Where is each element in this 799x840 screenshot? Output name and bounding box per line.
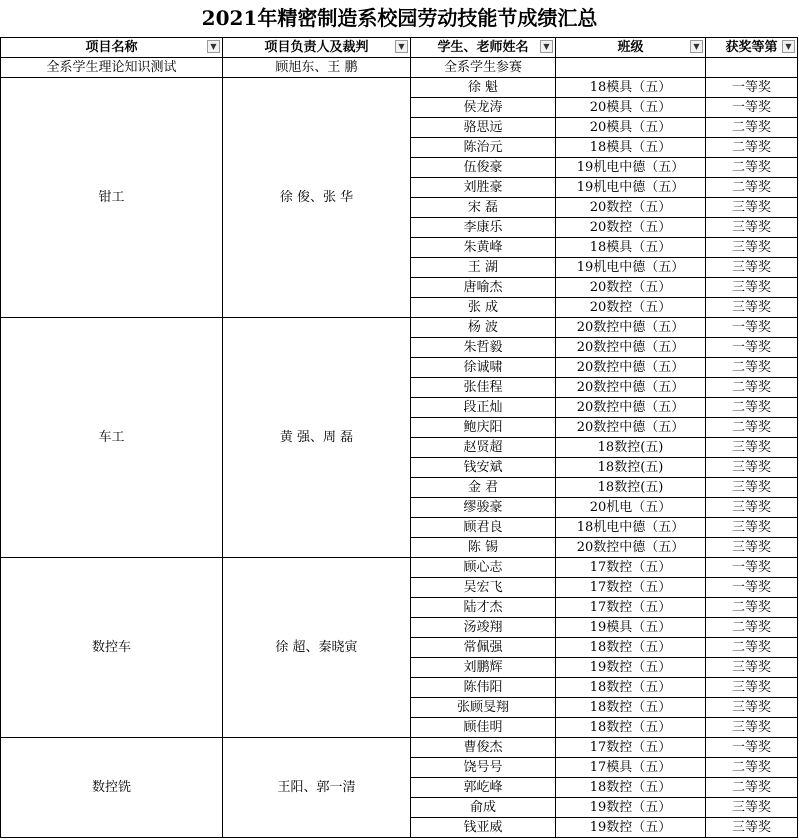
award-cell[interactable]: 一等奖	[706, 738, 798, 758]
person-name-cell[interactable]: 顾佳明	[411, 718, 556, 738]
project-lead-cell[interactable]: 黄 强、周 磊	[223, 318, 411, 558]
person-name-cell[interactable]: 陈伟阳	[411, 678, 556, 698]
award-cell[interactable]: 三等奖	[706, 298, 798, 318]
theory-row	[1, 58, 798, 78]
class-cell[interactable]: 20数控（五）	[556, 298, 706, 318]
person-name-cell[interactable]: 陈 锡	[411, 538, 556, 558]
person-name-cell[interactable]: 顾君良	[411, 518, 556, 538]
class-cell[interactable]: 20模具（五）	[556, 98, 706, 118]
award-cell[interactable]: 二等奖	[706, 398, 798, 418]
person-name-cell[interactable]: 张 成	[411, 298, 556, 318]
award-cell[interactable]: 二等奖	[706, 778, 798, 798]
project-name-cell[interactable]: 车工	[1, 318, 223, 558]
project-lead-cell[interactable]: 徐 俊、张 华	[223, 78, 411, 318]
person-name-cell[interactable]: 张顾旻翔	[411, 698, 556, 718]
award-cell[interactable]: 三等奖	[706, 278, 798, 298]
class-cell[interactable]: 18模具（五）	[556, 78, 706, 98]
dropdown-arrow-icon[interactable]: ▼	[782, 40, 795, 53]
header-award-label: 获奖等第	[725, 40, 778, 55]
header-person-label: 学生、老师姓名	[437, 40, 529, 55]
person-name-cell[interactable]: 陈治元	[411, 138, 556, 158]
award-cell[interactable]: 二等奖	[706, 138, 798, 158]
award-cell[interactable]: 二等奖	[706, 618, 798, 638]
class-cell[interactable]: 18数控（五）	[556, 718, 706, 738]
table-row	[1, 78, 798, 98]
class-cell[interactable]: 17数控（五）	[556, 598, 706, 618]
class-cell[interactable]: 17数控（五）	[556, 558, 706, 578]
person-name-cell[interactable]: 郭屹峰	[411, 778, 556, 798]
award-cell[interactable]: 二等奖	[706, 418, 798, 438]
award-cell[interactable]: 二等奖	[706, 158, 798, 178]
person-name-cell[interactable]: 杨 波	[411, 318, 556, 338]
award-cell[interactable]: 二等奖	[706, 758, 798, 778]
person-name-cell[interactable]: 宋 磊	[411, 198, 556, 218]
class-cell[interactable]: 18数控（五）	[556, 638, 706, 658]
person-name-cell[interactable]: 俞成	[411, 798, 556, 818]
award-cell[interactable]: 二等奖	[706, 178, 798, 198]
theory-lead-cell[interactable]: 顾旭东、王 鹏	[223, 58, 411, 78]
class-cell[interactable]: 20数控中德（五）	[556, 418, 706, 438]
person-name-cell[interactable]: 伍俊豪	[411, 158, 556, 178]
project-lead-cell[interactable]: 徐 超、秦晓寅	[223, 558, 411, 738]
theory-person-cell[interactable]: 全系学生参赛	[411, 58, 556, 78]
class-cell[interactable]: 18数控(五)	[556, 478, 706, 498]
award-cell[interactable]: 三等奖	[706, 458, 798, 478]
award-cell[interactable]: 一等奖	[706, 338, 798, 358]
header-project-label: 项目名称	[85, 40, 138, 55]
results-table	[0, 37, 798, 838]
header-class	[556, 38, 706, 58]
award-cell[interactable]: 三等奖	[706, 718, 798, 738]
dropdown-arrow-icon[interactable]: ▼	[540, 40, 553, 53]
class-cell[interactable]: 20数控中德（五）	[556, 538, 706, 558]
class-cell[interactable]: 18模具（五）	[556, 238, 706, 258]
dropdown-arrow-icon[interactable]: ▼	[690, 40, 703, 53]
person-name-cell[interactable]: 骆思远	[411, 118, 556, 138]
award-cell[interactable]: 二等奖	[706, 378, 798, 398]
header-award	[706, 38, 798, 58]
award-cell[interactable]: 二等奖	[706, 358, 798, 378]
person-name-cell[interactable]: 缪骏豪	[411, 498, 556, 518]
person-name-cell[interactable]: 陆才杰	[411, 598, 556, 618]
class-cell[interactable]: 20数控中德（五）	[556, 318, 706, 338]
award-cell[interactable]: 三等奖	[706, 198, 798, 218]
award-cell[interactable]: 三等奖	[706, 678, 798, 698]
class-cell[interactable]: 17模具（五）	[556, 758, 706, 778]
award-cell[interactable]: 三等奖	[706, 658, 798, 678]
project-lead-cell[interactable]: 王阳、郭一清	[223, 738, 411, 838]
class-cell[interactable]: 20数控中德（五）	[556, 398, 706, 418]
header-person	[411, 38, 556, 58]
person-name-cell[interactable]: 金 君	[411, 478, 556, 498]
award-cell[interactable]: 一等奖	[706, 98, 798, 118]
table-row	[1, 558, 798, 578]
class-cell[interactable]: 19数控（五）	[556, 658, 706, 678]
header-project	[1, 38, 223, 58]
person-name-cell[interactable]: 鲍庆阳	[411, 418, 556, 438]
award-cell[interactable]: 二等奖	[706, 598, 798, 618]
class-cell[interactable]: 18模具（五）	[556, 138, 706, 158]
header-class-label: 班级	[617, 40, 644, 55]
theory-award-cell[interactable]	[706, 58, 798, 78]
person-name-cell[interactable]: 常佩强	[411, 638, 556, 658]
class-cell[interactable]: 19数控（五）	[556, 818, 706, 838]
class-cell[interactable]: 20模具（五）	[556, 118, 706, 138]
award-cell[interactable]: 一等奖	[706, 578, 798, 598]
dropdown-arrow-icon[interactable]: ▼	[395, 40, 408, 53]
dropdown-arrow-icon[interactable]: ▼	[207, 40, 220, 53]
award-cell[interactable]: 三等奖	[706, 698, 798, 718]
person-name-cell[interactable]: 段正灿	[411, 398, 556, 418]
class-cell[interactable]: 19机电中德（五）	[556, 158, 706, 178]
class-cell[interactable]: 19机电中德（五）	[556, 178, 706, 198]
theory-class-cell[interactable]	[556, 58, 706, 78]
class-cell[interactable]: 19模具（五）	[556, 618, 706, 638]
header-lead-label: 项目负责人及裁判	[264, 40, 369, 55]
class-cell[interactable]: 20数控中德（五）	[556, 358, 706, 378]
person-name-cell[interactable]: 王 湖	[411, 258, 556, 278]
class-cell[interactable]: 17数控（五）	[556, 738, 706, 758]
class-cell[interactable]: 20数控中德（五）	[556, 338, 706, 358]
award-cell[interactable]: 二等奖	[706, 118, 798, 138]
person-name-cell[interactable]: 朱哲毅	[411, 338, 556, 358]
class-cell[interactable]: 17数控（五）	[556, 578, 706, 598]
class-cell[interactable]: 20数控（五）	[556, 278, 706, 298]
header-lead	[223, 38, 411, 58]
class-cell[interactable]: 20数控（五）	[556, 198, 706, 218]
person-name-cell[interactable]: 徐 魁	[411, 78, 556, 98]
class-cell[interactable]: 18数控(五)	[556, 458, 706, 478]
award-cell[interactable]: 三等奖	[706, 258, 798, 278]
award-cell[interactable]: 三等奖	[706, 538, 798, 558]
person-name-cell[interactable]: 刘鹏辉	[411, 658, 556, 678]
class-cell[interactable]: 20数控（五）	[556, 218, 706, 238]
person-name-cell[interactable]: 张佳程	[411, 378, 556, 398]
table-row	[1, 318, 798, 338]
award-cell[interactable]: 三等奖	[706, 818, 798, 838]
person-name-cell[interactable]: 侯龙涛	[411, 98, 556, 118]
class-cell[interactable]: 18数控（五）	[556, 778, 706, 798]
class-cell[interactable]: 19数控（五）	[556, 798, 706, 818]
award-cell[interactable]: 三等奖	[706, 798, 798, 818]
award-cell[interactable]: 三等奖	[706, 438, 798, 458]
person-name-cell[interactable]: 汤竣翔	[411, 618, 556, 638]
award-cell[interactable]: 一等奖	[706, 78, 798, 98]
class-cell[interactable]: 18数控（五）	[556, 698, 706, 718]
project-name-cell[interactable]: 数控车	[1, 558, 223, 738]
person-name-cell[interactable]: 钱亚威	[411, 818, 556, 838]
person-name-cell[interactable]: 赵贤超	[411, 438, 556, 458]
project-name-cell[interactable]: 数控铣	[1, 738, 223, 838]
award-cell[interactable]: 三等奖	[706, 478, 798, 498]
header-row	[1, 38, 798, 58]
award-cell[interactable]: 二等奖	[706, 638, 798, 658]
award-cell[interactable]: 三等奖	[706, 498, 798, 518]
project-name-cell[interactable]: 钳工	[1, 78, 223, 318]
person-name-cell[interactable]: 饶号号	[411, 758, 556, 778]
class-cell[interactable]: 20数控中德（五）	[556, 378, 706, 398]
class-cell[interactable]: 18数控（五）	[556, 678, 706, 698]
award-cell[interactable]: 三等奖	[706, 238, 798, 258]
award-cell[interactable]: 三等奖	[706, 218, 798, 238]
class-cell[interactable]: 20机电（五）	[556, 498, 706, 518]
person-name-cell[interactable]: 吴宏飞	[411, 578, 556, 598]
page-title: 2021年精密制造系校园劳动技能节成绩汇总	[201, 6, 598, 30]
award-cell[interactable]: 一等奖	[706, 318, 798, 338]
person-name-cell[interactable]: 曹俊杰	[411, 738, 556, 758]
person-name-cell[interactable]: 朱黄峰	[411, 238, 556, 258]
award-cell[interactable]: 一等奖	[706, 558, 798, 578]
person-name-cell[interactable]: 李康乐	[411, 218, 556, 238]
person-name-cell[interactable]: 徐诚啸	[411, 358, 556, 378]
class-cell[interactable]: 18机电中德（五）	[556, 518, 706, 538]
class-cell[interactable]: 19机电中德（五）	[556, 258, 706, 278]
table-row	[1, 738, 798, 758]
award-cell[interactable]: 三等奖	[706, 518, 798, 538]
person-name-cell[interactable]: 刘胜豪	[411, 178, 556, 198]
person-name-cell[interactable]: 顾心志	[411, 558, 556, 578]
person-name-cell[interactable]: 唐喻杰	[411, 278, 556, 298]
person-name-cell[interactable]: 钱安斌	[411, 458, 556, 478]
theory-project-cell[interactable]: 全系学生理论知识测试	[1, 58, 223, 78]
class-cell[interactable]: 18数控(五)	[556, 438, 706, 458]
